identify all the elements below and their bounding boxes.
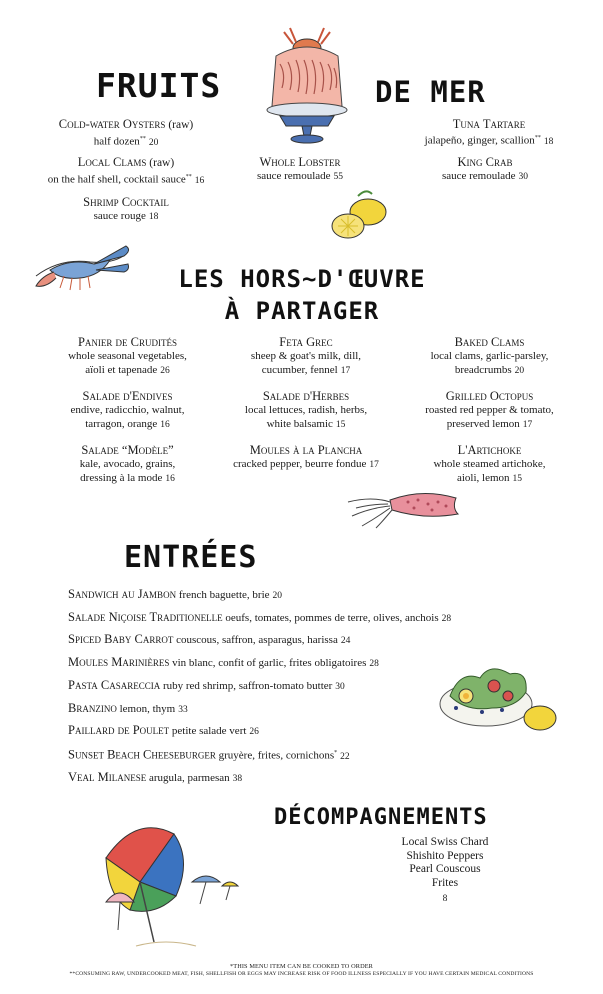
seafood-tower-icon bbox=[246, 18, 368, 146]
menu-item-oysters: Cold-water Oysters (raw) half dozen** 20 bbox=[58, 117, 194, 148]
menu-item-salade-modele: Salade “Modèle” kale, avocado, grains, dressing à la mode 16 bbox=[79, 443, 176, 484]
menu-item-artichoke: L'Artichoke whole steamed artichoke, aioli, lemon 15 bbox=[433, 443, 546, 484]
list-item: Local Swiss Chard bbox=[401, 836, 489, 848]
de-mer-title: DE MER bbox=[375, 75, 486, 109]
price: 20 bbox=[148, 137, 159, 148]
squid-icon bbox=[342, 486, 462, 530]
menu-item-king-crab: King Crab sauce remoulade 30 bbox=[441, 155, 529, 182]
sides-title: DÉCOMPAGNEMENTS bbox=[274, 805, 488, 830]
list-item: Sandwich au Jambon french baguette, brie 20 bbox=[68, 587, 283, 601]
menu-item-shrimp-cocktail: Shrimp Cocktail sauce rouge 18 bbox=[83, 195, 169, 222]
list-item: Veal Milanese arugula, parmesan 38 bbox=[68, 770, 243, 785]
menu-item-whole-lobster: Whole Lobster sauce remoulade 55 bbox=[256, 155, 344, 182]
lobster-icon bbox=[30, 236, 134, 296]
list-item: Shishito Peppers bbox=[406, 849, 484, 862]
fruits-title: FRUITS bbox=[96, 66, 222, 105]
menu-item-moules-plancha: Moules à la Plancha cracked pepper, beurre fondue 17 bbox=[233, 443, 379, 470]
list-item: Pearl Couscous bbox=[409, 863, 481, 875]
footnote-raw-consumption: **CONSUMING RAW, UNDERCOOKED MEAT, FISH, SHELLFISH OR EGGS MAY INCREASE RISK OF FOOD ILLNESS ESPECIALLY IF YOU HAVE CERTAIN MEDICAL CONDITIONS bbox=[69, 971, 534, 977]
list-item: Branzino lemon, thym 33 bbox=[68, 700, 188, 715]
list-item: Salade Niçoise Traditionelle oeufs, tomates, pommes de terre, olives, anchois 28 bbox=[68, 609, 452, 624]
menu-item-salade-endives: Salade d'Endives endive, radicchio, walnut, tarragon, orange 16 bbox=[70, 389, 185, 430]
menu-item-feta-grec: Feta Grec sheep & goat's milk, dill, cucumber, fennel 17 bbox=[250, 335, 362, 376]
list-item: Paillard de Poulet petite salade vert 26 bbox=[68, 723, 259, 738]
item-name: Cold-water Oysters bbox=[58, 117, 166, 131]
menu-item-grilled-octopus: Grilled Octopus roasted red pepper & tomato, preserved lemon 17 bbox=[425, 389, 554, 430]
menu-item-salade-herbes: Salade d'Herbes local lettuces, radish, herbs, white balsamic 15 bbox=[244, 389, 368, 430]
beach-umbrella-icon bbox=[96, 806, 256, 956]
list-item: Pasta Casareccia ruby red shrimp, saffron-tomato butter 30 bbox=[68, 677, 345, 692]
list-item: Moules Marinières vin blanc, confit of garlic, frites obligatoires 28 bbox=[68, 655, 379, 670]
list-item: Spiced Baby Carrot couscous, saffron, asparagus, harissa 24 bbox=[68, 632, 351, 647]
lemon-icon bbox=[328, 188, 390, 244]
hors-doeuvre-title-line2: À PARTAGER bbox=[224, 297, 380, 325]
menu-item-tuna-tartare: Tuna Tartare jalapeño, ginger, scallion** 18 bbox=[424, 117, 554, 147]
entrees-title: ENTRÉES bbox=[124, 540, 258, 575]
list-item: Frites bbox=[431, 876, 459, 889]
hors-doeuvre-title-line1: LES HORS~D'ŒUVRE bbox=[178, 265, 426, 293]
salad-plate-icon bbox=[436, 656, 558, 738]
menu-item-panier: Panier de Crudités whole seasonal vegetables, aïoli et tapenade 26 bbox=[68, 335, 187, 376]
menu-item-baked-clams: Baked Clams local clams, garlic-parsley, breadcrumbs 20 bbox=[430, 335, 549, 376]
menu-item-local-clams: Local Clams (raw) on the half shell, cocktail sauce** 16 bbox=[47, 155, 205, 186]
price: 8 bbox=[442, 894, 448, 904]
footnote-cooked-to-order: *THIS MENU ITEM CAN BE COOKED TO ORDER bbox=[230, 963, 373, 970]
list-item: Sunset Beach Cheeseburger gruyère, frites, cornichons* 22 bbox=[68, 747, 350, 762]
sides-list bbox=[380, 836, 510, 907]
